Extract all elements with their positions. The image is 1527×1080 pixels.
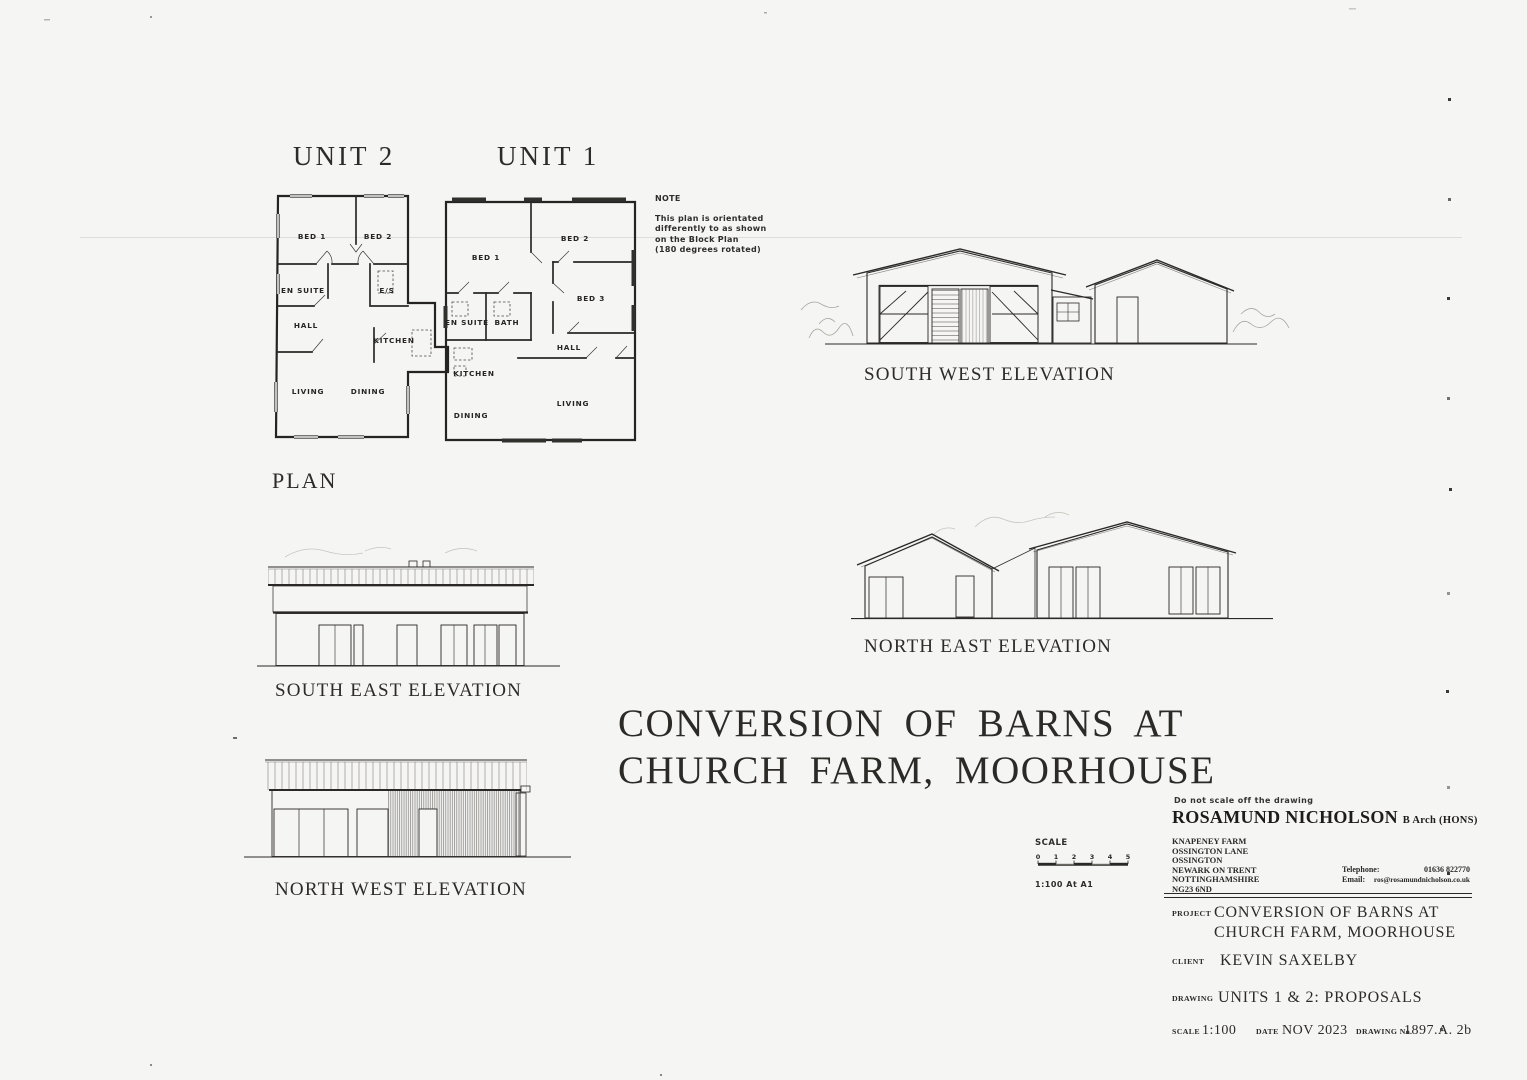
main-title xyxy=(618,700,1215,794)
south-west-elevation-caption: SOUTH WEST ELEVATION xyxy=(864,364,1115,385)
svg-text:2: 2 xyxy=(1071,853,1077,861)
svg-text:4: 4 xyxy=(1107,853,1113,861)
email-label: Email: xyxy=(1342,874,1366,884)
unit2-room-kitchen: KITCHEN xyxy=(373,336,415,345)
unit2-room-es: E/S xyxy=(379,286,395,295)
unit1-title: UNIT 1 xyxy=(497,141,600,171)
architect-address: KNAPENEY FARM OSSINGTON LANE OSSINGTON NEWARK ON TRENT NOTTINGHAMSHIRE NG23 6ND xyxy=(1172,836,1260,894)
contact-block xyxy=(1342,865,1470,884)
unit1-room-hall: HALL xyxy=(556,343,582,352)
note-block xyxy=(655,194,775,256)
note-line: on the Block Plan xyxy=(655,234,739,244)
south-east-elevation-caption: SOUTH EAST ELEVATION xyxy=(275,680,523,701)
scale-bar-block xyxy=(1035,838,1145,889)
south-east-elevation-drawing xyxy=(245,545,575,680)
svg-text:0: 0 xyxy=(1035,853,1041,861)
scale-value: 1:100 xyxy=(1202,1023,1237,1038)
client-label: CLIENT xyxy=(1172,957,1205,966)
client-value: KEVIN SAXELBY xyxy=(1220,952,1358,969)
unit2-room-bed2: BED 2 xyxy=(363,232,393,241)
svg-text:3: 3 xyxy=(1089,853,1095,861)
unit1-room-bed3: BED 3 xyxy=(576,294,606,303)
north-west-elevation-caption: NORTH WEST ELEVATION xyxy=(275,879,527,900)
scale-bar-label: SCALE xyxy=(1035,838,1068,848)
unit2-title: UNIT 2 xyxy=(293,141,396,171)
architect-name: ROSAMUND NICHOLSON B Arch (HONS) xyxy=(1172,807,1478,827)
telephone-label: Telephone: xyxy=(1342,865,1380,874)
scale-bar xyxy=(1035,852,1135,868)
unit1-room-kitchen: KITCHEN xyxy=(453,369,495,378)
architect-suffix: B Arch (HONS) xyxy=(1402,815,1478,826)
drawing-label: DRAWING xyxy=(1172,994,1214,1003)
unit2-room-bed1: BED 1 xyxy=(297,232,327,241)
email-value: ros@rosamundnicholson.co.uk xyxy=(1373,874,1470,884)
note-line: (180 degrees rotated) xyxy=(655,245,761,254)
note-line: differently to as shown xyxy=(655,224,767,233)
note-title: NOTE xyxy=(655,194,681,203)
drawing-no-label: DRAWING No. xyxy=(1356,1027,1413,1036)
unit1-room-living: LIVING xyxy=(556,399,590,408)
telephone-value: 01636 822770 xyxy=(1424,865,1470,874)
unit2-room-hall: HALL xyxy=(293,321,319,330)
svg-text:1: 1 xyxy=(1053,853,1059,861)
note-line: This plan is orientated xyxy=(655,213,764,223)
south-west-elevation-drawing xyxy=(795,240,1305,365)
unit1-room-ensuite: EN SUITE xyxy=(445,318,489,327)
unit1-floor-plan xyxy=(438,190,658,462)
title-block-divider xyxy=(1164,893,1472,898)
unit2-room-ensuite: EN SUITE xyxy=(281,286,325,295)
svg-text:5: 5 xyxy=(1125,853,1131,861)
project-label: PROJECT xyxy=(1172,909,1212,918)
unit2-room-dining: DINING xyxy=(350,387,386,396)
unit1-room-bath: BATH xyxy=(494,318,520,327)
disclaimer: Do not scale off the drawing xyxy=(1174,796,1314,805)
north-west-elevation-drawing xyxy=(238,753,578,868)
unit2-room-living: LIVING xyxy=(291,387,325,396)
date-label: DATE xyxy=(1256,1027,1279,1036)
unit1-room-bed2: BED 2 xyxy=(560,234,590,243)
main-title-line1: CONVERSION OF BARNS AT xyxy=(618,702,1185,745)
main-title-line2: CHURCH FARM, MOORHOUSE xyxy=(618,749,1216,792)
date-value: NOV 2023 xyxy=(1282,1023,1348,1038)
plan-caption: PLAN xyxy=(272,468,338,493)
project-value: CONVERSION OF BARNS AT CHURCH FARM, MOORHOUSE xyxy=(1214,904,1456,941)
scale-label: SCALE xyxy=(1172,1027,1200,1036)
unit1-room-dining: DINING xyxy=(453,411,489,420)
drawing-no-value: 1897.A. 2b xyxy=(1404,1023,1472,1038)
unit1-room-bed1: BED 1 xyxy=(471,253,501,262)
title-block xyxy=(1164,791,1478,1053)
north-east-elevation-caption: NORTH EAST ELEVATION xyxy=(864,636,1113,657)
drawing-value: UNITS 1 & 2: PROPOSALS xyxy=(1218,989,1423,1006)
scale-ratio: 1:100 At A1 xyxy=(1035,880,1094,889)
